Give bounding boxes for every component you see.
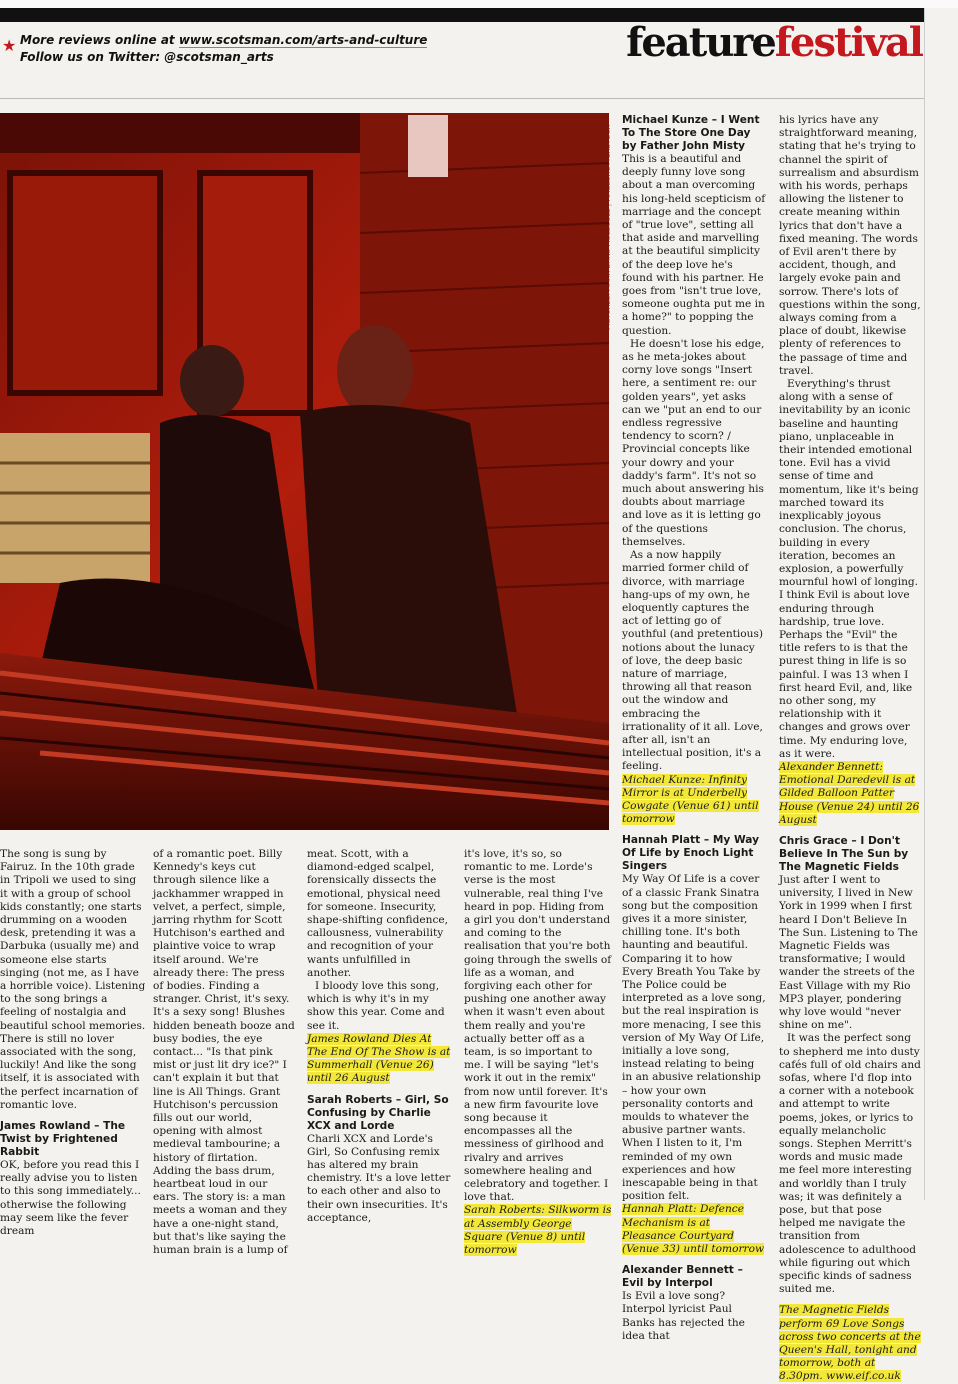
venue-note-sarah-roberts: Sarah Roberts: Silkworm is at Assembly George Square (Venue 8) until tomorrow [464, 1204, 612, 1257]
brand-festival: festival [774, 19, 922, 66]
venue-note-hannah-platt: Hannah Platt: Defence Mechanism is at Pleasance Courtyard (Venue 33) until tomorrow [622, 1203, 765, 1256]
col6-paragraph-1: his lyrics have any straightforward meaning, stating that he's trying to channel the spirit of surrealism and absurdism with his words, perhaps allowing the listener to create meaning within lyrics that don't have a fixed meaning. The words of Evil aren't there by accident, though, and largely evoke pain and sorrow. There's lots of questions within the song, always coming from a place of doubt, likewise plenty of references to the passage of time and travel. [779, 114, 921, 377]
review-heading-alexander-bennett: Alexander Bennett – Evil by Interpol [622, 1264, 743, 1290]
website-link[interactable]: www.scotsman.com/arts-and-culture [178, 33, 428, 47]
venue-note-alexander-bennett: Alexander Bennett: Emotional Daredevil is at Gilded Balloon Patter House (Venue 24) until 26 August [779, 760, 920, 826]
col5-paragraph-1: This is a beautiful and deeply funny love song about a man overcoming his long-held scepticism of marriage and the concept of "true love", setting all that aside and marvelling at the beautiful simplicity of the deep love he's found with his partner. He goes from "isn't true love, someone oughta put me in a home?" to popping the question. [622, 153, 766, 337]
review-heading-hannah-platt: Hannah Platt – My Way Of Life by Enoch Light Singers [622, 834, 759, 873]
venue-note-magnetic-fields: The Magnetic Fields perform 69 Love Songs across two concerts at the Queen's Hall, tonight and tomorrow, both at 8.30pm. www.eif.co.uk [779, 1304, 921, 1383]
col4-paragraph: it's love, it's so, so romantic to me. Lorde's verse is the most vulnerable, real thing I've heard in pop. Hiding from a girl you don't understand and coming to the realisation that you're both going through the swells of life as a woman, and forgiving each other for pushing one another away when it wasn't even about them really and you're actually better off as a team, is so important to me. I will be saying "let's work it out in the remix" from now until forever. It's a new firm favourite love song because it encompasses all the messiness of girlhood and rivalry and arrives somewhere healing and celebratory and together. I love that. [464, 848, 612, 1204]
promo-line-website [20, 33, 427, 47]
review-heading-michael-kunze: Michael Kunze – I Went To The Store One Day by Father John Misty [622, 114, 760, 152]
col5-paragraph-5: Is Evil a love song? Interpol lyricist Paul Banks has rejected the idea that [622, 1290, 745, 1342]
col6-paragraph-2: Everything's thrust along with a sense of inevitability by an iconic baseline and haunting piano, unplaceable in their intended emotional tone. Evil has a vivid sense of time and momentum, like it's being marched toward its inexplicably joyous conclusion. The chorus, building in every iteration, becomes an explosion, a powerfully mournful howl of longing. I think Evil is about love enduring through hardship, true love. Perhaps the "Evil" the title refers to is that the purest thing in life is so painful. I was 13 when I first heard Evil, and, like no other song, my relationship with it changes and grows over time. My enduring love, as it were. [779, 378, 919, 760]
col5-paragraph-3: As a now happily married former child of divorce, with marriage hang-ups of my own, he eloquently captures the act of letting go of youthful (and pretentious) notions about the lunacy of love, the deep basic nature of marriage, throwing all that reason out the window and embracing the irrationality of it all. Love, after all, isn't an intellectual position, it's a feeling. [622, 549, 764, 773]
column-2 [153, 848, 295, 1257]
review-heading-chris-grace: Chris Grace – I Don't Believe In The Sun by The Magnetic Fields [779, 834, 909, 873]
col1-paragraph: The song is sung by Fairuz. In the 10th grade in Tripoli we used to sing it with a group of school kids constantly; one starts drumming on a wooden desk, pretending it was a Darbuka (usually me) and someone else starts singing (not me, as I have a horrible voice). Listening to the song brings a feeling of nostalgia and beautiful school memories. There is still no lover associated with the song, luckily! And like the song itself, it is associated with the perfect incarnation of romantic love. [0, 848, 146, 1111]
brand-feature: feature [626, 19, 775, 66]
venue-note-michael-kunze: Michael Kunze: Infinity Mirror is at Underbelly Cowgate (Venue 61) until tomorrow [622, 773, 759, 826]
col1-review-heading: James Rowland – The Twist by Frightened Rabbit [0, 1120, 126, 1159]
column-3 [307, 848, 453, 1225]
col3-paragraph-1: meat. Scott, with a diamond-edged scalpel, forensically dissects the emotional, physical need for someone. Insecurity, shape-shifting confidence, callousness, vulnerability and recognition of your wants unfulfilled in another. [307, 848, 449, 979]
page-top-strip [0, 0, 958, 8]
column-1 [0, 848, 146, 1238]
star-icon: ★ [2, 36, 17, 55]
header-rule [0, 98, 924, 99]
col1-paragraph-2: OK, before you read this I really advise you to listen to this song immediately... otherwise the following may seem like the fever dream [0, 1159, 141, 1238]
section-brand [626, 19, 922, 66]
promo-prefix: More reviews online at [20, 33, 179, 47]
column-4 [464, 848, 612, 1257]
col5-paragraph-4: My Way Of Life is a cover of a classic Frank Sinatra song but the composition gives it a more sinister, chilling tone. It's both haunting and beautiful. Comparing it to how Every Breath You Take by The Police could be interpreted as a love song, but the real inspiration is more menacing, I see this version of My Way Of Life, initially a love song, instead relating to being in an abusive relationship – how your own personality contorts and moulds to whatever the abusive partner wants. When I listen to it, I'm reminded of my own experiences and how inescapable being in that position felt. [622, 873, 766, 1203]
feature-photo [0, 113, 609, 830]
photo-illustration [0, 113, 609, 830]
promo-line-twitter: Follow us on Twitter: @scotsman_arts [20, 50, 274, 64]
venue-note-james-rowland: James Rowland Dies At The End Of The Show is at Summerhall (Venue 26) until 26 August [307, 1032, 451, 1085]
col6-paragraph-4: It was the perfect song to shepherd me into dusty cafés full of old chairs and sofas, where I'd flop into a corner with a notebook and attempt to write poems, jokes, or lyrics to equally melancholic songs. Stephen Merritt's words and music made me feel more interesting and worldly than I truly was; it was definitely a pose, but that pose helped me navigate the transition from adolescence to adulthood while figuring out which specific kinds of sadness suited me. [779, 1032, 921, 1296]
col3-paragraph-3: Charli XCX and Lorde's Girl, So Confusing remix has altered my brain chemistry. It's a love letter to each other and also to their own insecurities. It's acceptance, [307, 1132, 451, 1224]
column-5 [622, 114, 766, 1343]
column-6 [779, 114, 921, 1384]
col3-review-heading: Sarah Roberts – Girl, So Confusing by Charlie XCX and Lorde [307, 1093, 449, 1132]
col6-paragraph-3: Just after I went to university, I lived in New York in 1999 when I first heard I Don't Believe In The Sun. Listening to The Magnetic Fields was transformative; I would wander the streets of the East Village with my Rio MP3 player, pondering why love would "never shine on me". [779, 873, 918, 1032]
col2-paragraph: of a romantic poet. Billy Kennedy's keys cut through silence like a jackhammer wrapped in velvet, a perfect, simple, jarring rhythm for Scott Hutchison's earthed and plaintive voice to wrap itself around. We're already there: The press of bodies. Finding a stranger. Christ, it's sexy. It's a sexy song! Blushes hidden beneath booze and busy bodies, the eye contact... "Is that pink mist or just lit dry ice?" I can't explain it but that line is All Things. Grant Hutchison's percussion fills out our world, opening with almost medieval tambourine; a history of flirtation. Adding the bass drum, heartbeat loud in our ears. The story is: a man meets a woman and they have a one-night stand, but that's like saying the human brain is a lump of [153, 848, 295, 1257]
col3-paragraph-2: I bloody love this song, which is why it's in my show this year. Come and see it. [307, 980, 445, 1032]
col5-paragraph-2: He doesn't lose his edge, as he meta-jokes about corny love songs "Insert here, a sentiment re: our golden years", yet asks can we "put an end to our endless regressive tendency to scorn? / Provincial concepts like your dowry and your daddy's farm". It's not so much about answering his doubts about marriage and love as it is letting go of the questions themselves. [622, 337, 765, 548]
page-right-edge [924, 8, 925, 1200]
